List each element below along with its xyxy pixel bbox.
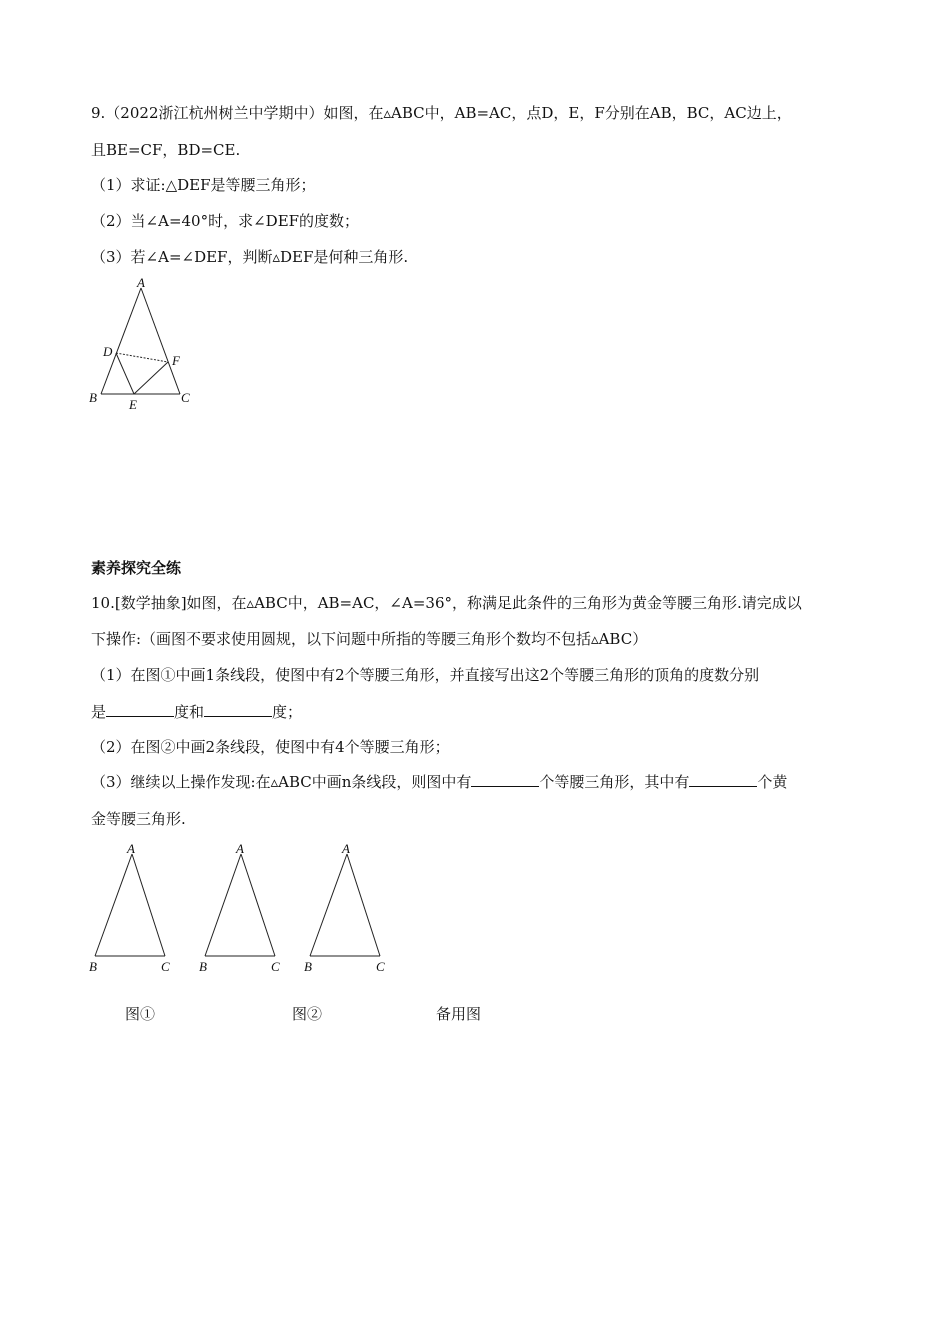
label-f: F xyxy=(172,353,180,368)
q10-figure-2-triangle xyxy=(195,836,295,976)
answer-blank-4[interactable] xyxy=(689,772,757,787)
section-title: 素养探究全练 xyxy=(91,559,182,577)
segment-ab xyxy=(101,288,141,394)
q9-part1: （1）求证:△DEF是等腰三角形； xyxy=(91,176,316,194)
label-b: B xyxy=(304,959,312,974)
label-a: A xyxy=(127,841,135,856)
label-a: A xyxy=(137,275,145,290)
q9-part2: （2）当∠A=40°时，求∠DEF的度数； xyxy=(91,212,360,230)
answer-blank-3[interactable] xyxy=(471,772,539,787)
label-c: C xyxy=(181,390,190,405)
segment-ac xyxy=(241,854,275,956)
q10-part2: （2）在图②中画2条线段，使图中有4个等腰三角形； xyxy=(91,738,450,756)
q10-spare-figure-triangle xyxy=(300,836,400,976)
q10-part3-text-a: （3）继续以上操作发现:在▵ABC中画n条线段，则图中有 xyxy=(91,773,472,791)
answer-blank-2[interactable] xyxy=(204,702,272,717)
q9-part3: （3）若∠A=∠DEF，判断▵DEF是何种三角形. xyxy=(91,248,409,266)
figure-1-caption: 图① xyxy=(125,1005,156,1023)
segment-ef xyxy=(134,362,168,394)
label-b: B xyxy=(89,959,97,974)
q10-part3-text-c: 个黄 xyxy=(757,773,788,791)
segment-de xyxy=(116,353,134,394)
segment-ac xyxy=(141,288,180,394)
figure-2-caption: 图② xyxy=(292,1005,323,1023)
q10-part3-text-b: 个等腰三角形，其中有 xyxy=(539,773,690,791)
q9-stem-line2: 且BE=CF，BD=CE. xyxy=(91,141,241,159)
label-c: C xyxy=(161,959,170,974)
label-d: D xyxy=(103,344,113,359)
q10-part1-text-b: 度和 xyxy=(174,703,205,721)
label-a: A xyxy=(342,841,350,856)
segment-ab xyxy=(205,854,241,956)
segment-ab xyxy=(95,854,132,956)
q10-part1-line2 xyxy=(91,702,302,722)
q10-stem-line1: 10.[数学抽象]如图，在▵ABC中，AB=AC，∠A=36°，称满足此条件的三角形为黄金等腰三角形.请完成以 xyxy=(91,594,802,612)
label-c: C xyxy=(271,959,280,974)
label-e: E xyxy=(129,397,137,412)
label-b: B xyxy=(89,390,97,405)
spare-figure-caption: 备用图 xyxy=(436,1005,482,1023)
q10-part1-line1: （1）在图①中画1条线段，使图中有2个等腰三角形，并直接写出这2个等腰三角形的顶角的度数分别 xyxy=(91,666,760,684)
answer-blank-1[interactable] xyxy=(106,702,174,717)
segment-ab xyxy=(310,854,347,956)
segment-ac xyxy=(132,854,165,956)
q9-figure-triangle-def xyxy=(85,272,205,417)
q10-figure-1-triangle xyxy=(85,836,185,976)
q10-stem-line2: 下操作:（画图不要求使用圆规，以下问题中所指的等腰三角形个数均不包括▵ABC） xyxy=(91,630,648,648)
label-b: B xyxy=(199,959,207,974)
label-a: A xyxy=(236,841,244,856)
segment-ac xyxy=(347,854,380,956)
q9-stem-line1: 9.（2022浙江杭州树兰中学期中）如图，在▵ABC中，AB=AC，点D，E，F分别在AB，BC，AC边上， xyxy=(91,104,792,122)
q10-part1-text-a: 是 xyxy=(91,703,107,721)
segment-df xyxy=(116,353,168,362)
q10-part3-line1 xyxy=(91,772,787,792)
q10-part1-text-c: 度； xyxy=(272,703,303,721)
q10-part3-line2: 金等腰三角形. xyxy=(91,810,186,828)
label-c: C xyxy=(376,959,385,974)
